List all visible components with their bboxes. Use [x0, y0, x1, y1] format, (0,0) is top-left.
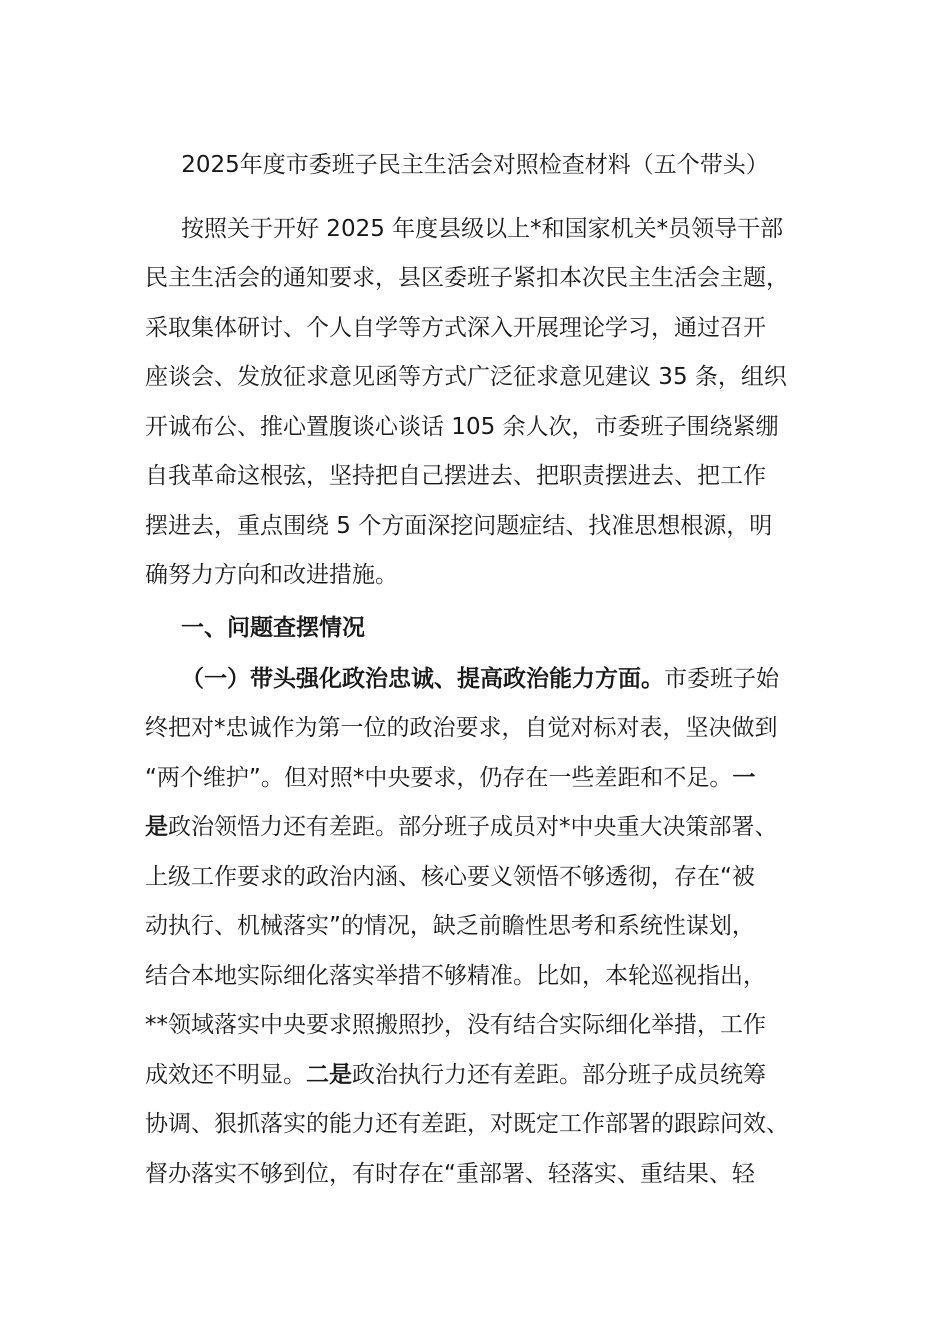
body-line-4-bold: 是: [145, 814, 168, 840]
body-line-11: 督办落实不够到位，有时存在“重部署、轻落实、重结果、轻: [145, 1161, 755, 1187]
body-line-4-rest: 政治领悟力还有差距。部分班子成员对*中央重大决策部署、: [168, 814, 778, 840]
body-line-9-rest: 政治执行力还有差距。部分班子成员统筹: [352, 1062, 766, 1088]
sub-line-rest: 市委班子始: [664, 666, 779, 692]
body-line-4: [145, 810, 815, 844]
intro-line-1: 按照关于开好 2025 年度县级以上*和国家机关*员领导干部: [181, 216, 784, 242]
intro-line-7: 摆进去，重点围绕 5 个方面深挖问题症结、找准思想根源，明: [145, 513, 773, 539]
body-line-9-bold: 二是: [306, 1062, 352, 1088]
body-line-9: [145, 1058, 815, 1092]
body-line-7: 结合本地实际细化落实举措不够精准。比如，本轮巡视指出，: [145, 963, 766, 989]
section-heading: 一、问题查摆情况: [181, 615, 365, 641]
document-title: 2025年度市委班子民主生活会对照检查材料（五个带头）: [181, 152, 769, 178]
body-line-3-bold: 一: [732, 765, 756, 791]
intro-line-4: 座谈会、发放征求意见函等方式广泛征求意见建议 35 条，组织: [145, 364, 787, 390]
body-line-10: 协调、狠抓落实的能力还有差距，对既定工作部署的跟踪问效、: [145, 1111, 789, 1137]
body-line-6: 动执行、机械落实”的情况，缺乏前瞻性思考和系统性谋划，: [145, 913, 755, 939]
sub-heading-line: [181, 662, 821, 696]
body-line-2: 终把对*忠诚作为第一位的政治要求，自觉对标对表，坚决做到: [145, 715, 778, 741]
intro-line-2: 民主生活会的通知要求，县区委班子紧扣本次民主生活会主题，: [145, 265, 789, 291]
intro-line-8: 确努力方向和改进措施。: [145, 562, 398, 588]
body-line-5: 上级工作要求的政治内涵、核心要义领悟不够透彻，存在“被: [145, 864, 755, 890]
sub-heading: （一）带头强化政治忠诚、提高政治能力方面。: [181, 666, 664, 692]
intro-line-5: 开诚布公、推心置腹谈心谈话 105 余人次，市委班子围绕紧绷: [145, 414, 779, 440]
intro-line-3: 采取集体研讨、个人自学等方式深入开展理论学习，通过召开: [145, 315, 766, 341]
body-line-9-text: 成效还不明显。: [145, 1062, 306, 1088]
body-line-8: **领域落实中央要求照搬照抄，没有结合实际细化举措，工作: [145, 1012, 766, 1038]
body-line-3-text: “两个维护”。但对照*中央要求，仍存在一些差距和不足。: [145, 765, 733, 791]
intro-line-6: 自我革命这根弦，坚持把自己摆进去、把职责摆进去、把工作: [145, 463, 766, 489]
body-line-3: [145, 761, 815, 795]
